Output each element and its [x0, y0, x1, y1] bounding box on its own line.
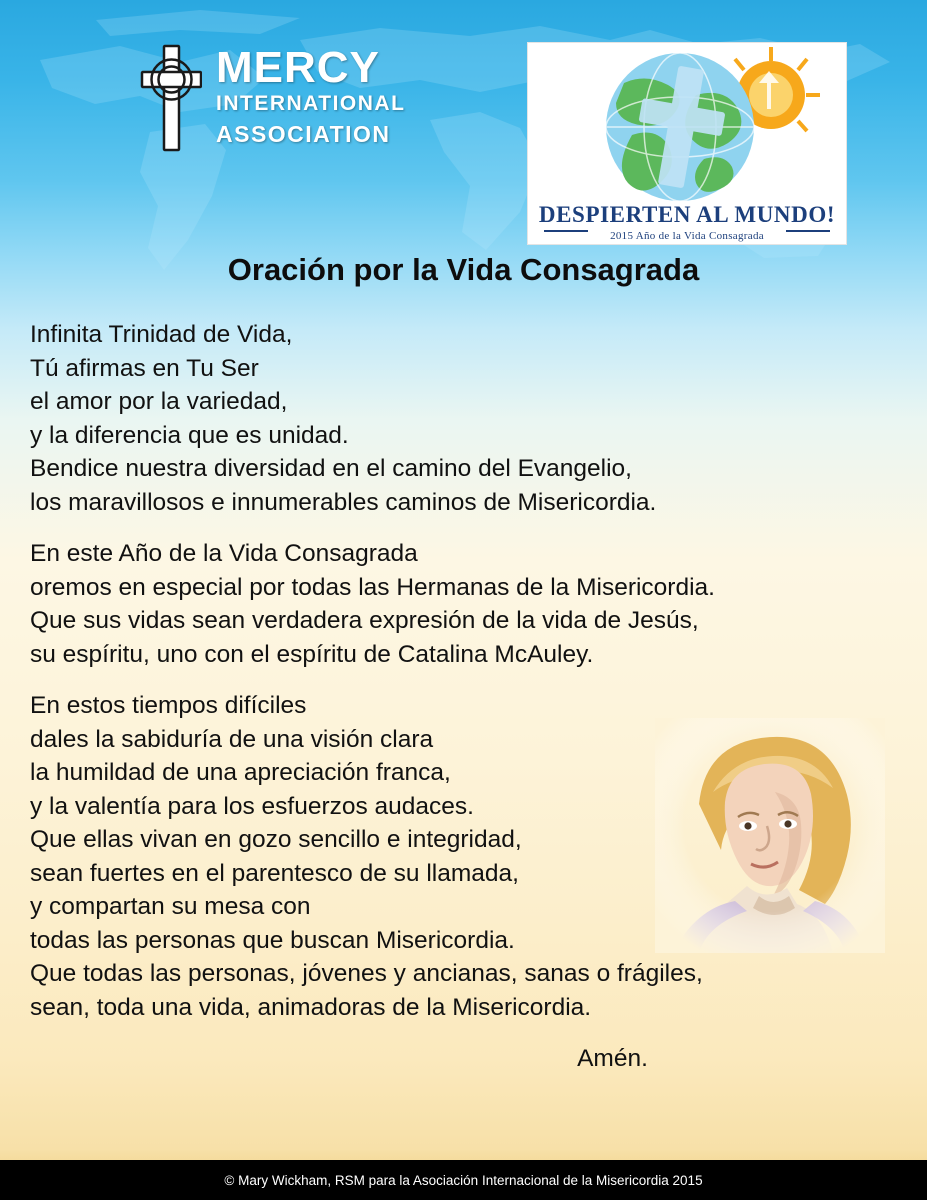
globe-with-cross-icon: [528, 43, 846, 208]
despierten-al-mundo-emblem: [527, 42, 847, 245]
prayer-line: y la valentía para los esfuerzos audaces.: [30, 792, 474, 820]
prayer-stanza: [30, 689, 895, 1024]
logo-line-mercy: MERCY: [216, 43, 380, 93]
prayer-line: Infinita Trinidad de Vida,: [30, 321, 293, 348]
footer-credit-text: © Mary Wickham, RSM para la Asociación Internacional de la Misericordia 2015: [224, 1172, 703, 1188]
prayer-line: y compartan su mesa con: [30, 893, 311, 920]
prayer-body: [30, 318, 895, 1076]
prayer-line: sean fuertes en el parentesco de su llamada,: [30, 859, 519, 887]
emblem-caption: DESPIERTEN AL MUNDO!: [538, 202, 836, 227]
prayer-line: Que todas las personas, jóvenes y ancianas, sanas o frágiles,: [30, 960, 703, 987]
prayer-line: dales la sabiduría de una visión clara: [30, 725, 434, 753]
prayer-line: los maravillosos e innumerables caminos de Misericordia.: [30, 488, 657, 516]
prayer-amen: Amén.: [577, 1045, 648, 1072]
celtic-cross-icon: [140, 44, 202, 152]
prayer-line: En este Año de la Vida Consagrada: [30, 540, 418, 567]
mercy-international-logo: [140, 44, 405, 152]
prayer-line: todas las personas que buscan Misericordia.: [30, 926, 515, 954]
page-title: Oración por la Vida Consagrada: [227, 252, 700, 287]
logo-line-international: INTERNATIONAL: [216, 92, 406, 116]
prayer-line: Que sus vidas sean verdadera expresión de la vida de Jesús,: [30, 607, 699, 634]
prayer-line: Bendice nuestra diversidad en el camino del Evangelio,: [30, 455, 632, 482]
prayer-line: la humildad de una apreciación franca,: [30, 759, 451, 786]
footer-credit-bar: [0, 1160, 927, 1200]
prayer-line: su espíritu, uno con el espíritu de Catalina McAuley.: [30, 640, 594, 668]
logo-line-association: ASSOCIATION: [216, 120, 391, 147]
emblem-subcaption: 2015 Año de la Vida Consagrada: [610, 230, 764, 242]
prayer-stanza: [30, 318, 895, 519]
prayer-stanza: [30, 537, 895, 671]
prayer-line: y la diferencia que es unidad.: [30, 421, 349, 449]
prayer-line: el amor por la variedad,: [30, 388, 288, 415]
prayer-line: oremos en especial por todas las Hermanas de la Misericordia.: [30, 573, 715, 601]
prayer-line: Tú afirmas en Tu Ser: [30, 354, 259, 382]
prayer-line: sean, toda una vida, animadoras de la Misericordia.: [30, 993, 592, 1021]
mercy-logo-text: [216, 43, 406, 149]
prayer-line: Que ellas vivan en gozo sencillo e integridad,: [30, 826, 522, 853]
prayer-line: En estos tiempos difíciles: [30, 692, 307, 719]
